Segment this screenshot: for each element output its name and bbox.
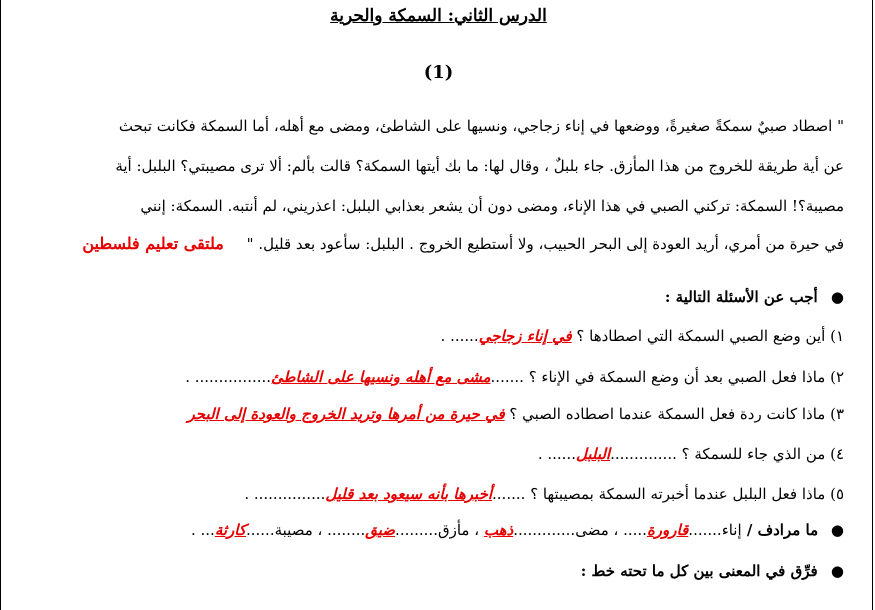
questions-heading bbox=[24, 288, 844, 306]
synonyms-label: ما مرادف / bbox=[741, 521, 819, 539]
question-3-answer: في حيرة من أمرها وتريد الخروج والعودة إلى البحر bbox=[187, 405, 505, 423]
synonym-word-2: مضى bbox=[575, 521, 609, 539]
question-5-dots: ............... . bbox=[244, 485, 326, 503]
synonym-word-3: مأزق bbox=[437, 521, 470, 539]
synonym-word-4: مصيبة bbox=[274, 521, 313, 539]
synonym-answer-4: كارثة bbox=[214, 521, 246, 539]
question-2: ٢) ماذا فعل الصبي بعد أن وضع السمكة في الإناء ؟ .......مشى مع أهله ونسيها على الشاطئ................ . bbox=[185, 368, 844, 386]
lesson-title: الدرس الثاني: السمكة والحرية bbox=[330, 6, 547, 26]
watermark-text: ملتقى تعليم فلسطين bbox=[82, 234, 224, 253]
passage-line-1: " اصطاد صبيٌ سمكةً صغيرةً، ووضعها في إناء زجاجي، ونسيها على الشاطئ، ومضى مع أهله، أما السمكة فكانت تبحث bbox=[118, 117, 844, 135]
passage-line-4-text: في حيرة من أمري، أريد العودة إلى البحر الحبيب، ولا أستطيع الخروج . البلبل: سأعود بعد قليل. " bbox=[246, 235, 844, 253]
question-5-text: ٥) ماذا فعل البلبل عندما أخبرته السمكة بمصيبتها ؟ bbox=[530, 485, 844, 503]
question-1 bbox=[24, 327, 844, 345]
question-1-answer: في إناء زجاجي bbox=[478, 327, 572, 345]
passage-line-2: عن أية طريقة للخروج من هذا المأزق. جاء بلبلٌ ، وقال لها: ما بك أيتها السمكة؟ قالت بألم: ألا ترى مصيبتي؟ البلبل: أية bbox=[115, 157, 844, 175]
question-3-text: ٣) ماذا كانت ردة فعل السمكة عندما اصطاده الصبي ؟ bbox=[509, 405, 844, 423]
question-2-answer: مشى مع أهله ونسيها على الشاطئ bbox=[271, 368, 491, 386]
synonyms-row: ● ما مرادف / إناء.......قارورة..... ، مضى.............ذهب ، مأزق.........ضيق........ ، مصيبة......كارثة... . bbox=[190, 521, 844, 539]
passage-line-4 bbox=[44, 234, 844, 253]
question-2-dots: ................ . bbox=[185, 368, 272, 386]
difference-heading-text: فرِّق في المعنى بين كل ما تحته خط : bbox=[580, 562, 818, 580]
bullet-icon: ● bbox=[830, 521, 844, 539]
synonym-answer-2: ذهب bbox=[483, 521, 514, 539]
question-4: ٤) من الذي جاء للسمكة ؟ ..............البلبل...... . bbox=[537, 445, 844, 463]
questions-heading-text: أجب عن الأسئلة التالية : bbox=[664, 288, 818, 306]
question-5-answer: أخبرها بأنه سيعود بعد قليل bbox=[325, 485, 493, 503]
question-3 bbox=[24, 405, 844, 423]
difference-heading bbox=[24, 562, 844, 580]
question-4-dots: ...... . bbox=[537, 445, 576, 463]
bullet-icon: ● bbox=[830, 288, 844, 306]
question-4-text: ٤) من الذي جاء للسمكة ؟ bbox=[681, 445, 844, 463]
bullet-icon: ● bbox=[830, 562, 844, 580]
section-number: (1) bbox=[423, 62, 454, 83]
passage-line-3: مصيبة؟! السمكة: تركني الصبي في هذا الإناء، ومضى دون أن يشعر بعذابي البلبل: اعذريني، لم أنتبه. السمكة: إنني bbox=[140, 197, 844, 215]
question-1-dots: ...... . bbox=[440, 327, 479, 345]
question-5: ٥) ماذا فعل البلبل عندما أخبرته السمكة بمصيبتها ؟ .......أخبرها بأنه سيعود بعد قليل............... . bbox=[244, 485, 844, 503]
question-1-text: ١) أين وضع الصبي السمكة التي اصطادها ؟ bbox=[576, 327, 844, 345]
question-2-text: ٢) ماذا فعل الصبي بعد أن وضع السمكة في الإناء ؟ bbox=[528, 368, 844, 386]
synonym-answer-1: قارورة bbox=[646, 521, 689, 539]
question-4-answer: البلبل bbox=[575, 445, 611, 463]
synonym-answer-3: ضيق bbox=[365, 521, 396, 539]
synonym-word-1: إناء bbox=[721, 521, 742, 539]
